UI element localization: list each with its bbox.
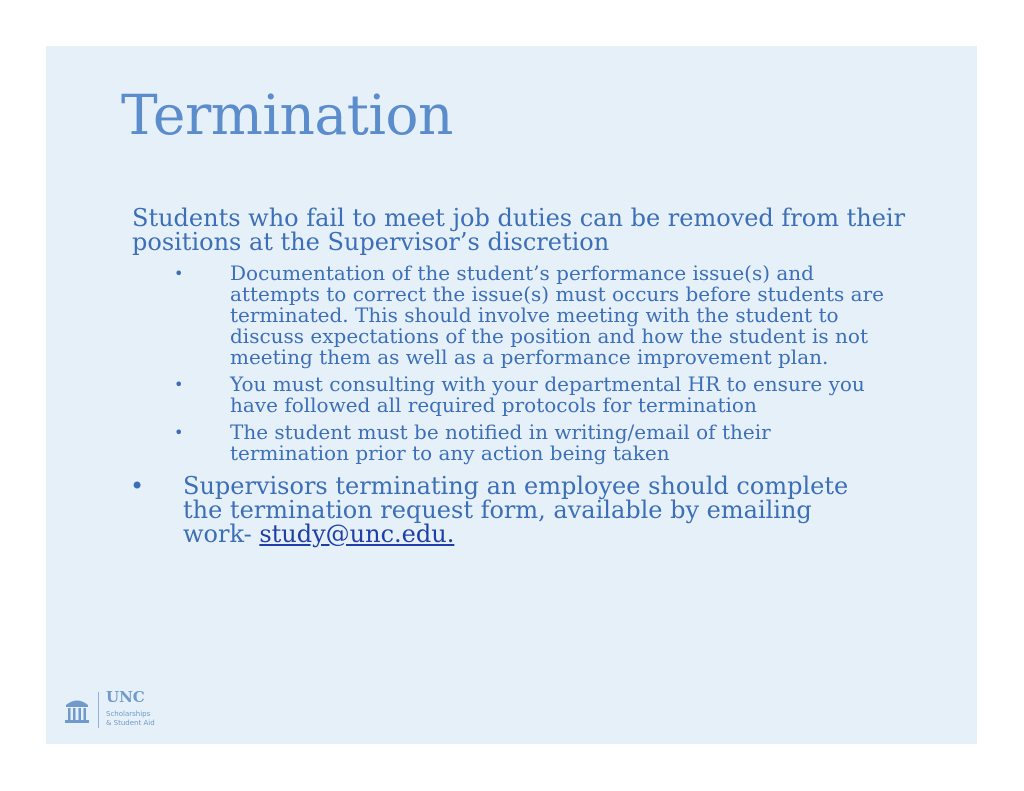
unc-logo: [64, 688, 174, 732]
bullet-icon: •: [174, 375, 184, 394]
main-bullet-item: [130, 474, 850, 546]
bullet-icon: •: [174, 264, 184, 283]
sub-bullet-list: [174, 263, 894, 470]
intro-text: Students who fail to meet job duties can be removed from their positions at the Supervisor’s discretion: [132, 204, 906, 256]
old-well-icon: [64, 696, 90, 724]
main-bullet-text: Supervisors terminating an employee should complete the termination request form, available by emailing work-: [183, 472, 849, 548]
sub-bullet-text: Documentation of the student’s performance issue(s) and attempts to correct the issue(s) must occurs before students are terminated. This should involve meeting with the student to discuss expectations of the position and how the student is not meeting them as well as a performance improvement plan.: [230, 261, 884, 369]
sub-bullet-item: [174, 263, 894, 368]
slide: [46, 46, 977, 744]
bullet-icon: •: [174, 423, 184, 442]
logo-line2: & Student Aid: [106, 719, 155, 727]
email-link[interactable]: study@unc.edu.: [259, 520, 455, 548]
logo-divider: [98, 692, 99, 728]
sub-bullet-item: [174, 374, 894, 416]
sub-bullet-text: The student must be notified in writing/email of their termination prior to any action being taken: [230, 420, 771, 465]
logo-name: UNC: [106, 688, 145, 706]
sub-bullet-text: You must consulting with your departmental HR to ensure you have followed all required protocols for termination: [230, 372, 865, 417]
logo-line1: Scholarships: [106, 710, 151, 718]
sub-bullet-item: [174, 422, 894, 464]
bullet-icon: •: [130, 472, 145, 500]
slide-title: Termination: [121, 83, 453, 147]
main-bullet-list: [130, 474, 850, 546]
